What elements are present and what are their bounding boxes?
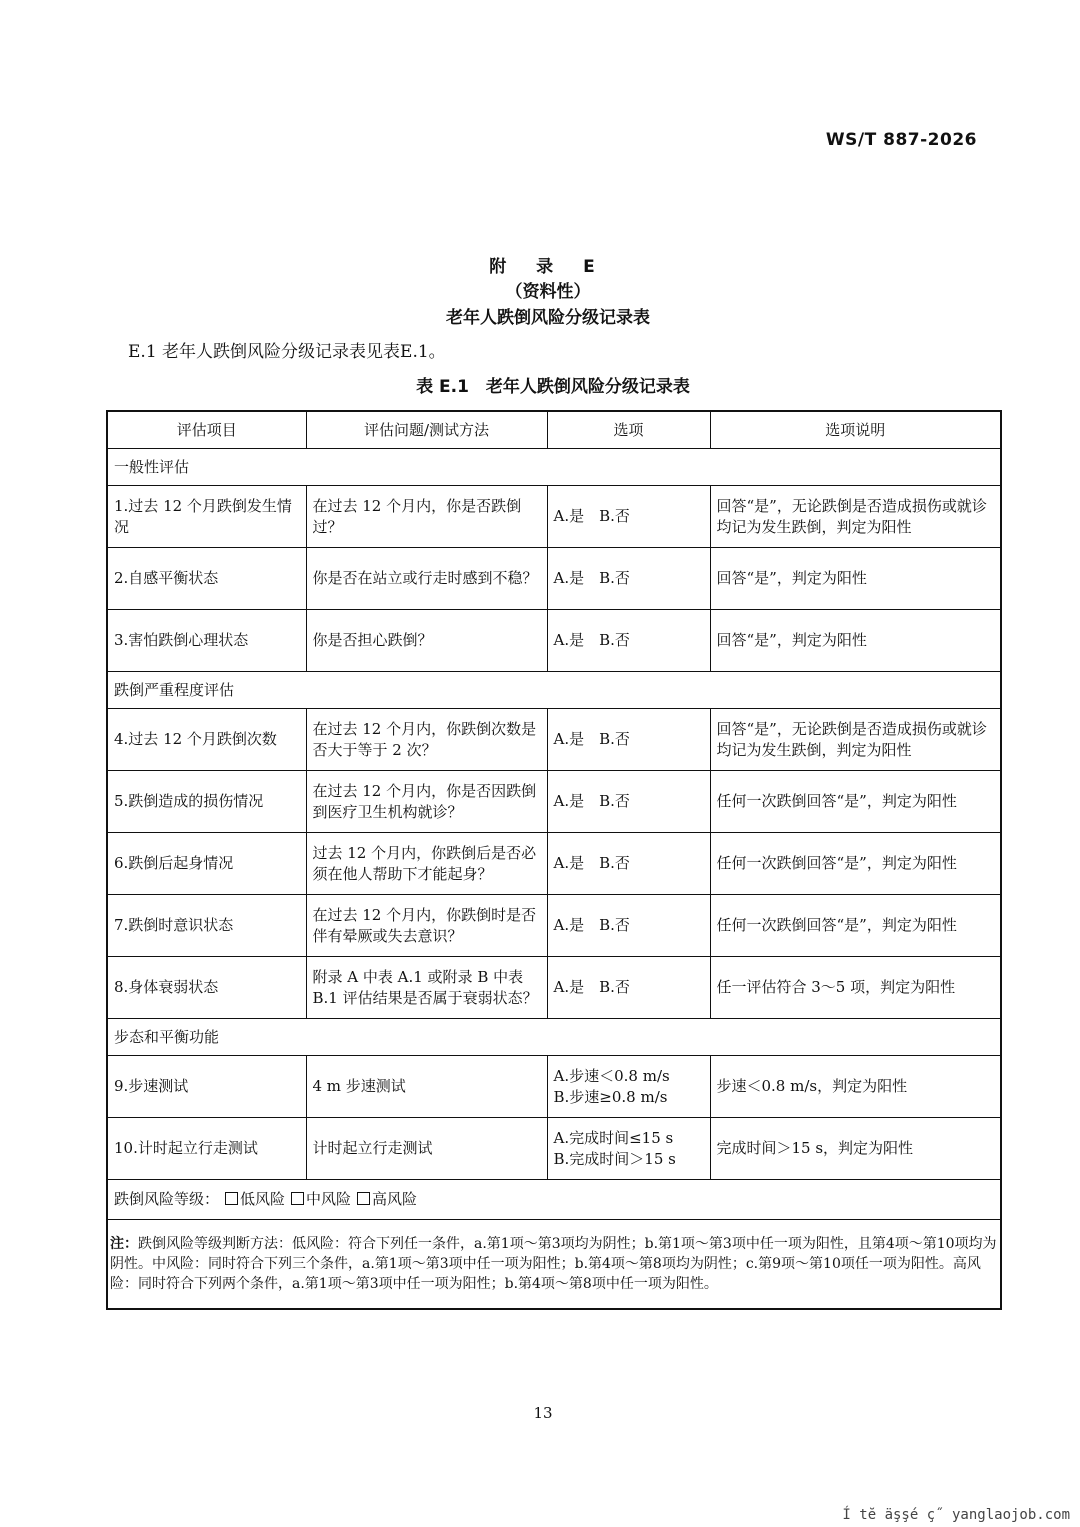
cell-options (547, 957, 710, 1019)
option-line: A.是 B.否 (553, 507, 630, 525)
risk-label: 跌倒风险等级： (114, 1190, 220, 1208)
table-row (107, 610, 1001, 672)
table-row (107, 1056, 1001, 1118)
footnote-cell (107, 1220, 1001, 1310)
cell-item: 9.步速测试 (107, 1056, 306, 1118)
cell-question: 在过去 12 个月内，你是否跌倒过？ (306, 486, 547, 548)
option-line: B.完成时间＞15 s (553, 1149, 676, 1168)
footnote-row (107, 1220, 1001, 1310)
footnote-label: 注： (110, 1236, 138, 1252)
appendix-title: 附 录 E (489, 257, 607, 277)
standard-code: WS/T 887-2026 (825, 130, 977, 150)
cell-note: 回答“是”，判定为阳性 (710, 548, 1001, 610)
table-row (107, 1118, 1001, 1180)
option-line: A.是 B.否 (553, 569, 630, 587)
table-row (107, 771, 1001, 833)
risk-level-row (107, 1180, 1001, 1220)
section-row (107, 449, 1001, 486)
option-line: A.是 B.否 (553, 916, 630, 934)
cell-item: 1.过去 12 个月跌倒发生情况 (107, 486, 306, 548)
table-row (107, 833, 1001, 895)
option-line: B.步速≥0.8 m/s (553, 1087, 668, 1106)
cell-item: 10.计时起立行走测试 (107, 1118, 306, 1180)
cell-options (547, 486, 710, 548)
cell-item: 3.害怕跌倒心理状态 (107, 610, 306, 672)
cell-item: 2.自感平衡状态 (107, 548, 306, 610)
cell-note: 回答“是”，判定为阳性 (710, 610, 1001, 672)
cell-note: 回答“是”，无论跌倒是否造成损伤或就诊均记为发生跌倒，判定为阳性 (710, 486, 1001, 548)
cell-question: 4 m 步速测试 (306, 1056, 547, 1118)
table-row (107, 957, 1001, 1019)
table-row (107, 548, 1001, 610)
clause-e1: E.1 老年人跌倒风险分级记录表见表E.1。 (128, 342, 446, 362)
cell-question: 在过去 12 个月内，你跌倒次数是否大于等于 2 次？ (306, 709, 547, 771)
cell-question: 你是否担心跌倒？ (306, 610, 547, 672)
header-note: 选项说明 (710, 411, 1001, 449)
footnote-text: 跌倒风险等级判断方法：低风险：符合下列任一条件，a.第1项～第3项均为阴性；b.第1项～第3项中任一项为阳性，且第4项～第10项均为阴性。中风险：同时符合下列三个条件，a.第1项～第3项中任一项为阳性；b.第4项～第8项均为阴性；c.第9项～第10项任一项为阳性。高风险：同时符合下列两个条件，a.第1项～第3项中任一项为阳性；b.第4项～第8项中任一项为阳性。 (110, 1236, 997, 1292)
cell-note: 任何一次跌倒回答“是”，判定为阳性 (710, 771, 1001, 833)
header-question: 评估问题/测试方法 (306, 411, 547, 449)
cell-note: 任何一次跌倒回答“是”，判定为阳性 (710, 895, 1001, 957)
checkbox-medium-risk[interactable] (291, 1192, 304, 1205)
page-number: 13 (533, 1404, 553, 1422)
cell-note: 完成时间＞15 s，判定为阳性 (710, 1118, 1001, 1180)
cell-options (547, 771, 710, 833)
table-row (107, 709, 1001, 771)
appendix-heading (0, 254, 1080, 332)
cell-item: 7.跌倒时意识状态 (107, 895, 306, 957)
cell-item: 8.身体衰弱状态 (107, 957, 306, 1019)
cell-options (547, 1056, 710, 1118)
cell-options (547, 833, 710, 895)
risk-level-cell (107, 1180, 1001, 1220)
cell-question: 在过去 12 个月内，你跌倒时是否伴有晕厥或失去意识？ (306, 895, 547, 957)
option-line: A.是 B.否 (553, 730, 630, 748)
section-title: 步态和平衡功能 (107, 1019, 1001, 1056)
header-options: 选项 (547, 411, 710, 449)
table-caption: 表 E.1 老年人跌倒风险分级记录表 (416, 377, 690, 397)
checkbox-low-risk[interactable] (225, 1192, 238, 1205)
risk-level-label: 中风险 (306, 1190, 352, 1208)
cell-question: 计时起立行走测试 (306, 1118, 547, 1180)
option-line: A.是 B.否 (553, 978, 630, 996)
cell-note: 步速＜0.8 m/s，判定为阳性 (710, 1056, 1001, 1118)
cell-question: 你是否在站立或行走时感到不稳？ (306, 548, 547, 610)
cell-options (547, 709, 710, 771)
cell-options (547, 895, 710, 957)
section-row (107, 672, 1001, 709)
cell-options (547, 1118, 710, 1180)
section-row (107, 1019, 1001, 1056)
option-line: A.是 B.否 (553, 631, 630, 649)
cell-note: 任一评估符合 3～5 项，判定为阳性 (710, 957, 1001, 1019)
cell-item: 4.过去 12 个月跌倒次数 (107, 709, 306, 771)
cell-note: 任何一次跌倒回答“是”，判定为阳性 (710, 833, 1001, 895)
cell-item: 5.跌倒造成的损伤情况 (107, 771, 306, 833)
appendix-name: 老年人跌倒风险分级记录表 (446, 308, 650, 328)
risk-level-label: 低风险 (240, 1190, 286, 1208)
cell-question: 附录 A 中表 A.1 或附录 B 中表 B.1 评估结果是否属于衰弱状态？ (306, 957, 547, 1019)
header-item: 评估项目 (107, 411, 306, 449)
option-line: A.步速＜0.8 m/s (553, 1066, 670, 1085)
cell-options (547, 548, 710, 610)
watermark: Í tĕ äşşé ç˝ yanglaojob.com (842, 1507, 1070, 1523)
cell-question: 过去 12 个月内，你跌倒后是否必须在他人帮助下才能起身？ (306, 833, 547, 895)
option-line: A.是 B.否 (553, 854, 630, 872)
table-row (107, 486, 1001, 548)
option-line: A.完成时间≤15 s (553, 1128, 674, 1147)
table-header-row (107, 411, 1001, 449)
cell-note: 回答“是”，无论跌倒是否造成损伤或就诊均记为发生跌倒，判定为阳性 (710, 709, 1001, 771)
fall-risk-table (106, 410, 1002, 1310)
risk-level-label: 高风险 (372, 1190, 418, 1208)
cell-options (547, 610, 710, 672)
section-title: 跌倒严重程度评估 (107, 672, 1001, 709)
section-title: 一般性评估 (107, 449, 1001, 486)
cell-item: 6.跌倒后起身情况 (107, 833, 306, 895)
cell-question: 在过去 12 个月内，你是否因跌倒到医疗卫生机构就诊？ (306, 771, 547, 833)
checkbox-high-risk[interactable] (357, 1192, 370, 1205)
appendix-nature: （资料性） (505, 282, 591, 302)
option-line: A.是 B.否 (553, 792, 630, 810)
table-row (107, 895, 1001, 957)
